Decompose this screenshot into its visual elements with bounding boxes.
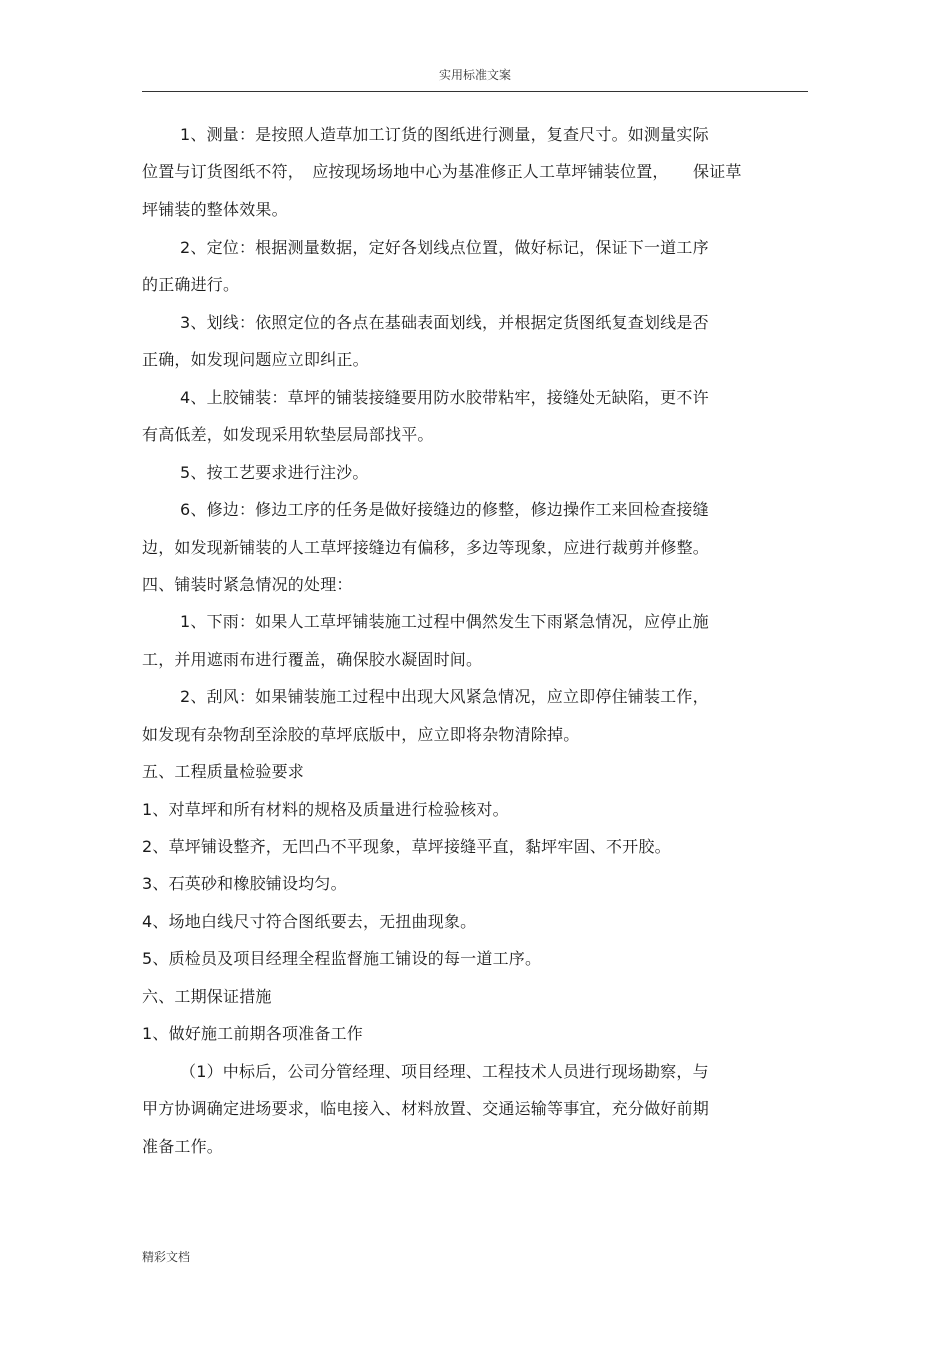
list-item: 2、草坪铺设整齐，无凹凸不平现象，草坪接缝平直，黏坪牢固、不开胶。 bbox=[142, 837, 671, 856]
list-item: 1、对草坪和所有材料的规格及质量进行检验核对。 bbox=[142, 800, 509, 819]
text-line: 1、测量：是按照人造草加工订货的图纸进行测量，复查尺寸。如测量实际 bbox=[180, 125, 709, 144]
text-line: 正确，如发现问题应立即纠正。 bbox=[142, 350, 369, 369]
text-line: 甲方协调确定进场要求，临电接入、材料放置、交通运输等事宜，充分做好前期 bbox=[142, 1099, 710, 1118]
text-line: （1）中标后，公司分管经理、项目经理、工程技术人员进行现场勘察，与 bbox=[180, 1062, 709, 1081]
text-line: 有高低差，如发现采用软垫层局部找平。 bbox=[142, 425, 434, 444]
list-item: 4、场地白线尺寸符合图纸要去，无扭曲现象。 bbox=[142, 912, 477, 931]
text-line: 准备工作。 bbox=[142, 1137, 224, 1156]
text-line: 的正确进行。 bbox=[142, 275, 240, 294]
section-heading: 五、工程质量检验要求 bbox=[142, 762, 305, 781]
text-line: 5、按工艺要求进行注沙。 bbox=[180, 463, 369, 482]
text-line: 3、划线：依照定位的各点在基础表面划线，并根据定货图纸复查划线是否 bbox=[180, 313, 709, 332]
section-heading: 六、工期保证措施 bbox=[142, 987, 272, 1006]
page-footer: 精彩文档 bbox=[142, 1250, 191, 1264]
text-line: 6、修边：修边工序的任务是做好接缝边的修整，修边操作工来回检查接缝 bbox=[180, 500, 709, 519]
text-line: 边，如发现新铺装的人工草坪接缝边有偏移，多边等现象，应进行裁剪并修整。 bbox=[142, 538, 710, 557]
page-header: 实用标准文案 bbox=[438, 68, 511, 82]
text-line: 1、下雨：如果人工草坪铺装施工过程中偶然发生下雨紧急情况，应停止施 bbox=[180, 612, 709, 631]
text-line: 如发现有杂物刮至涂胶的草坪底版中，应立即将杂物清除掉。 bbox=[142, 725, 580, 744]
list-item: 3、石英砂和橡胶铺设均匀。 bbox=[142, 874, 347, 893]
text-line: 4、上胶铺装：草坪的铺装接缝要用防水胶带粘牢，接缝处无缺陷，更不许 bbox=[180, 388, 709, 407]
text-line: 2、定位：根据测量数据，定好各划线点位置，做好标记，保证下一道工序 bbox=[180, 238, 709, 257]
list-item: 5、质检员及项目经理全程监督施工铺设的每一道工序。 bbox=[142, 949, 542, 968]
text-line: 工，并用遮雨布进行覆盖，确保胶水凝固时间。 bbox=[142, 650, 483, 669]
subsection-heading: 1、做好施工前期各项准备工作 bbox=[142, 1024, 363, 1043]
text-line: 坪铺装的整体效果。 bbox=[142, 200, 288, 219]
text-line: 2、刮风：如果铺装施工过程中出现大风紧急情况，应立即停住铺装工作， bbox=[180, 687, 709, 706]
text-line: 位置与订货图纸不符， 应按现场场地中心为基准修正人工草坪铺装位置， 保证草 bbox=[142, 162, 742, 181]
header-divider bbox=[142, 91, 808, 92]
section-heading: 四、铺装时紧急情况的处理： bbox=[142, 575, 353, 594]
